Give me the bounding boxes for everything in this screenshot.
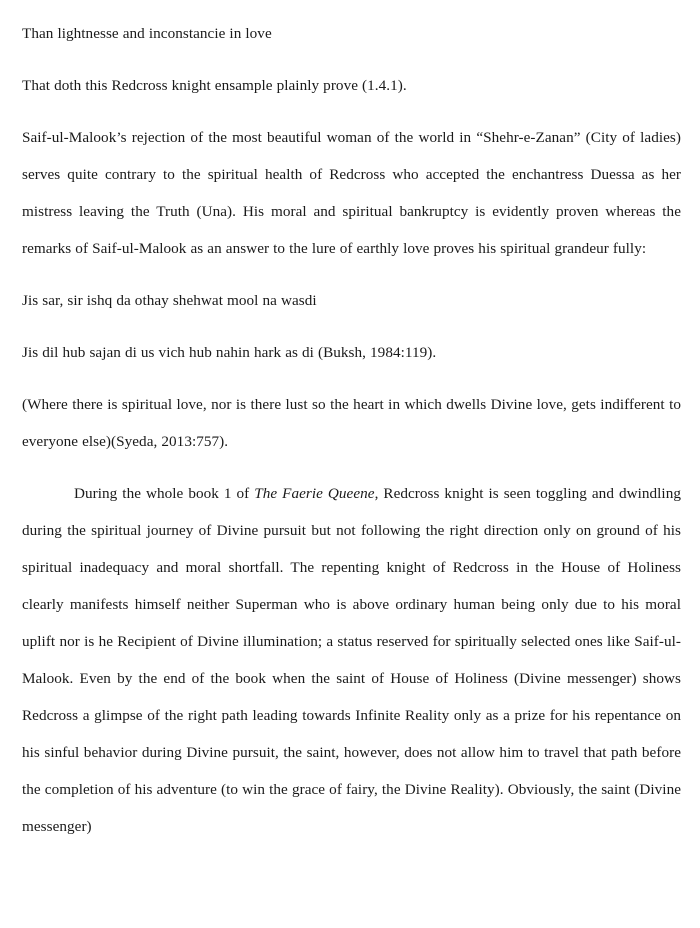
punjabi-verse-line-1: Jis sar, sir ishq da othay shehwat mool na wasdi: [22, 292, 317, 309]
punjabi-verse-line-2: Jis dil hub sajan di us vich hub nahin hark as di (Buksh, 1984:119).: [22, 344, 437, 361]
paragraph-book-one-analysis: [22, 475, 681, 845]
verse-line-2: That doth this Redcross knight ensample plainly prove (1.4.1).: [22, 77, 407, 94]
book-title-faerie-queene: The Faerie Queene: [254, 485, 375, 502]
paragraph-saif-ul-malook: Saif-ul-Malook’s rejection of the most beautiful woman of the world in “Shehr-e-Zanan” (City of ladies) serves quite contrary to the spiritual health of Redcross who accepted the enchantress Duessa as her mistress leaving the Truth (Una). His moral and spiritual bankruptcy is evidently proven whereas the remarks of Saif-ul-Malook as an answer to the lure of earthly love proves his spiritual grandeur fully:: [22, 129, 681, 257]
paragraph-rest-text: , Redcross knight is seen toggling and dwindling during the spiritual journey of Divine pursuit but not following the right direction only on ground of his spiritual inadequacy and moral shortfall. The repenting knight of Redcross in the House of Holiness clearly manifests himself neither Superman who is above ordinary human being only due to his moral uplift nor is he Recipient of Divine illumination; a status reserved for spiritually selected ones like Saif-ul-Malook. Even by the end of the book when the saint of House of Holiness (Divine messenger) shows Redcross a glimpse of the right path leading towards Infinite Reality only as a prize for his repentance on his sinful behavior during Divine pursuit, the saint, however, does not allow him to travel that path before the completion of his adventure (to win the grace of fairy, the Divine Reality). Obviously, the saint (Divine messenger): [22, 485, 681, 835]
paragraph-lead-text: During the whole book 1 of: [74, 485, 255, 502]
verse-line-1: Than lightnesse and inconstancie in love: [22, 25, 272, 42]
text-column: [22, 0, 681, 845]
translation-paragraph: (Where there is spiritual love, nor is there lust so the heart in which dwells Divine love, gets indifferent to everyone else)(Syeda, 2013:757).: [22, 396, 681, 450]
